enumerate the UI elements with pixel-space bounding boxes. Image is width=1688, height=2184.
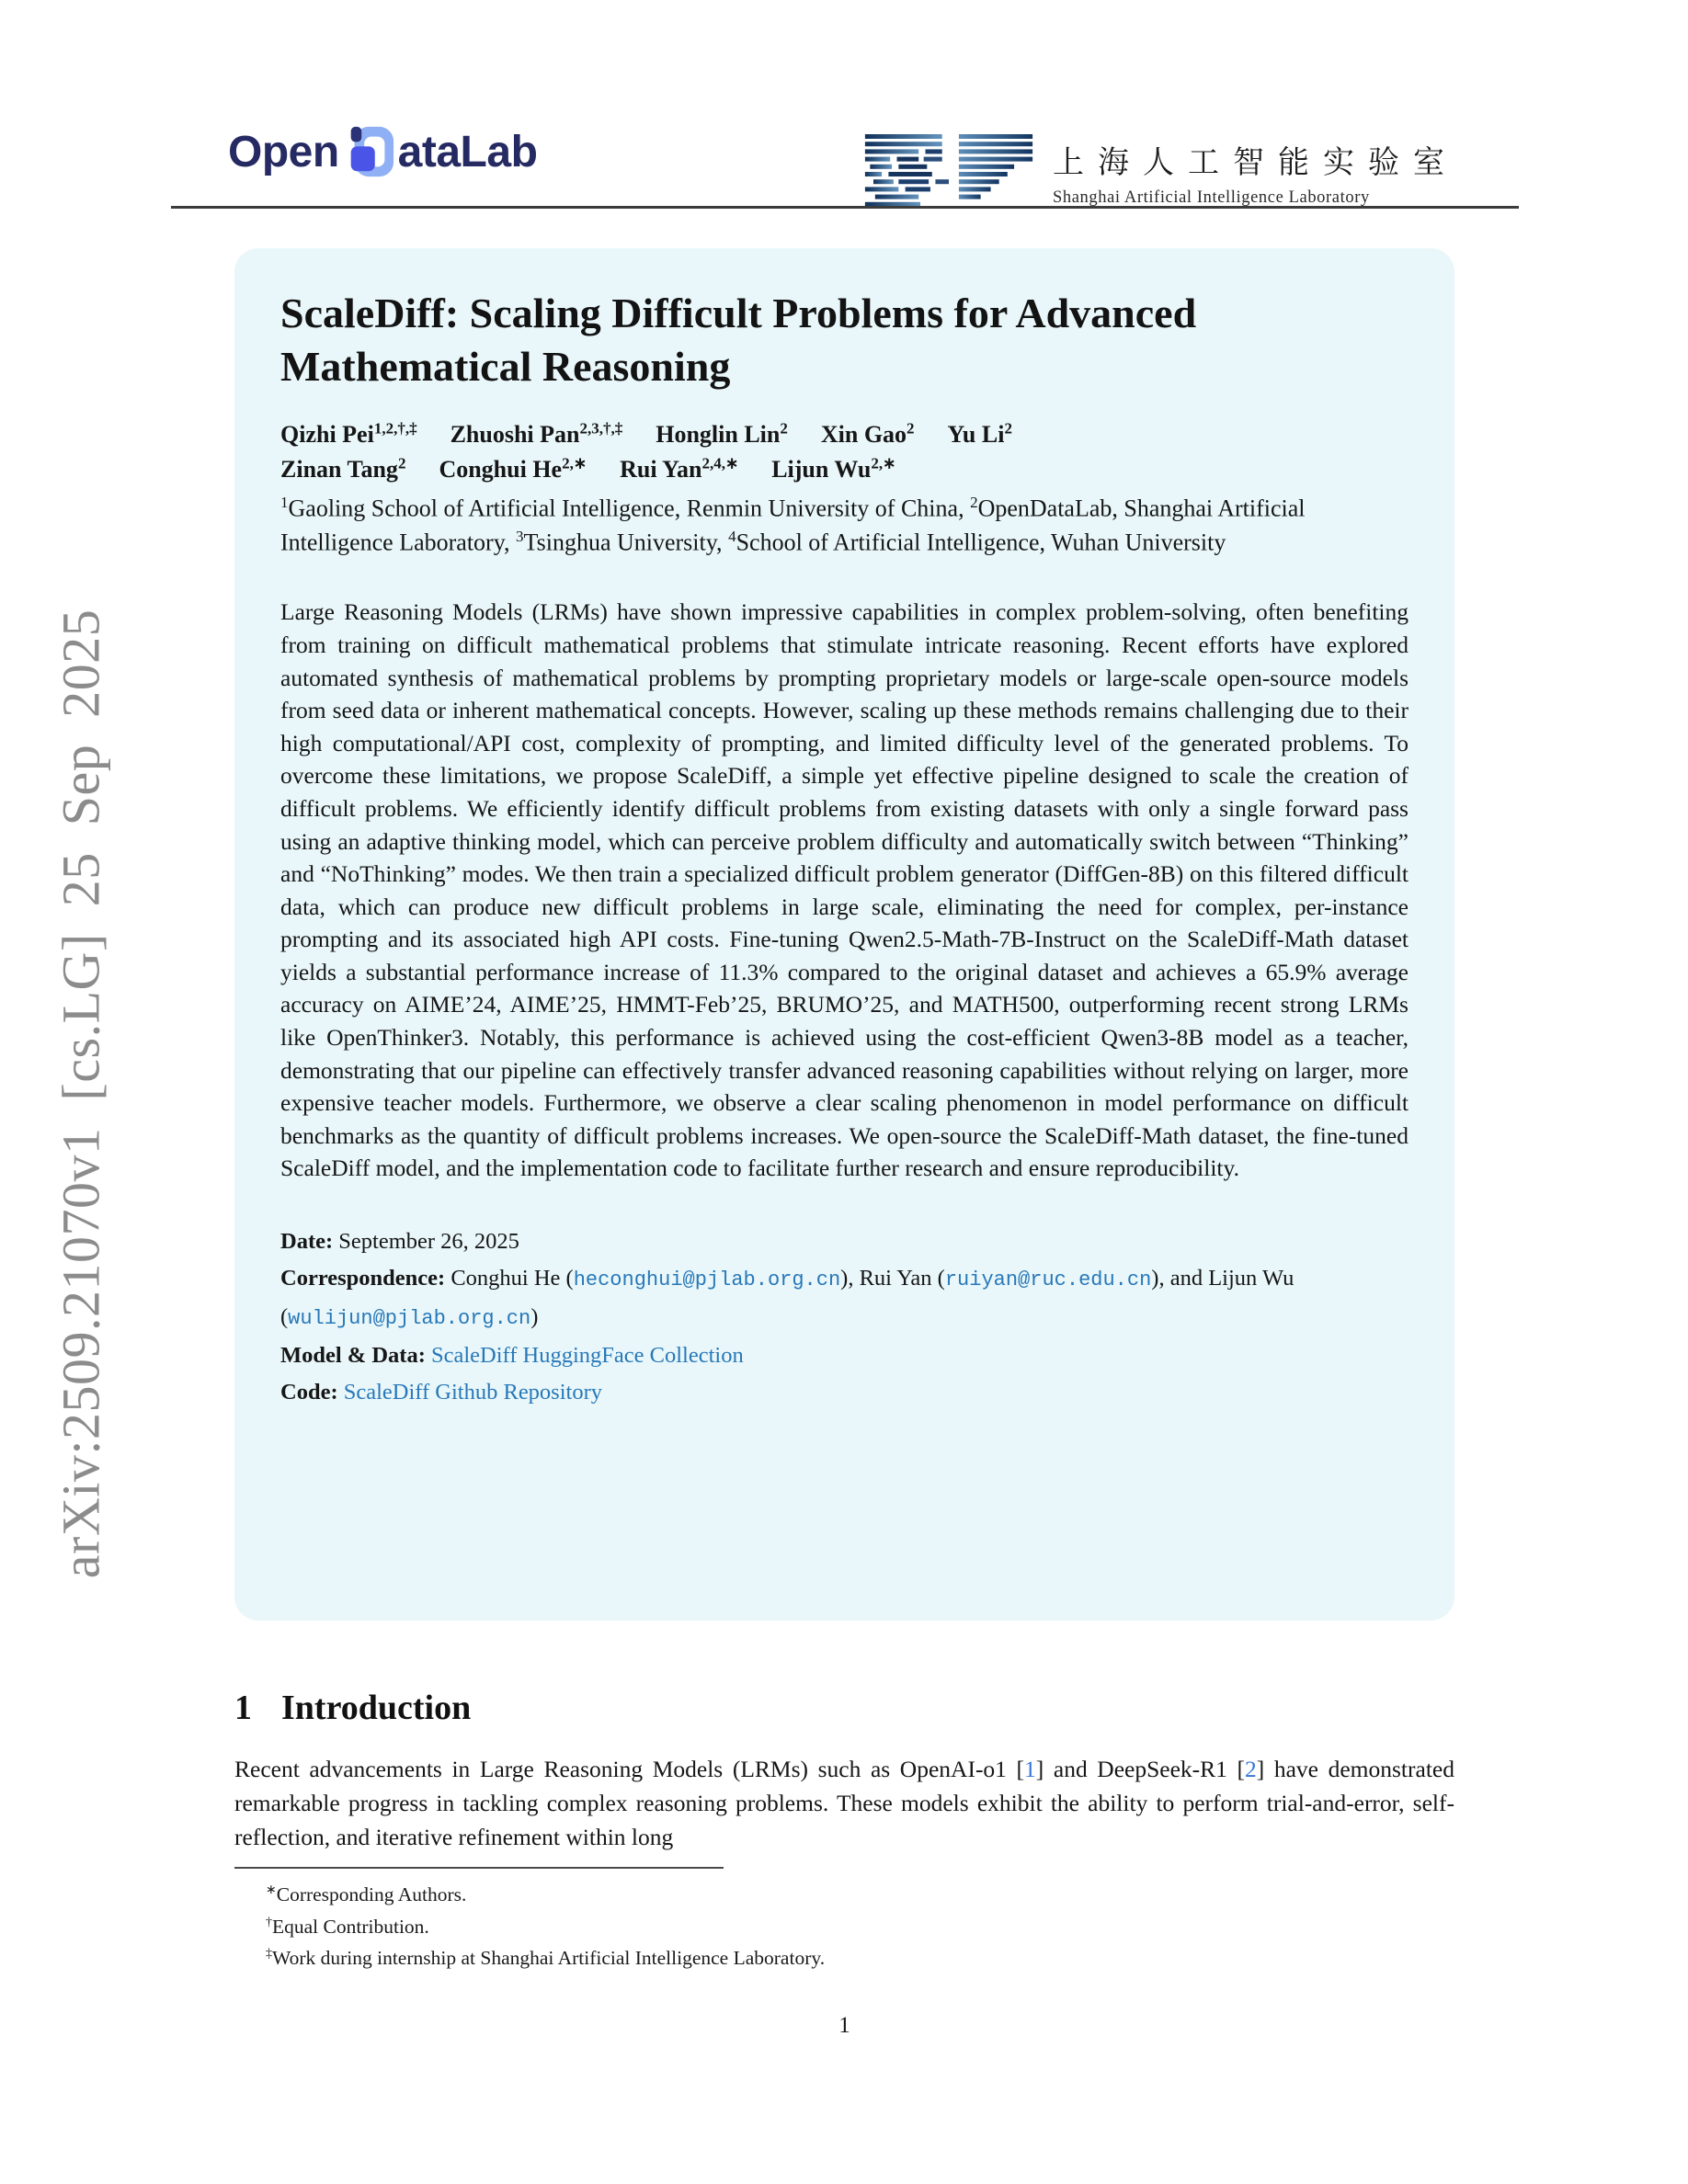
paper-title: ScaleDiff: Scaling Difficult Problems for Advanced Mathematical Reasoning	[280, 290, 1197, 390]
affiliation-number: 3	[516, 527, 524, 545]
author-name: Rui Yan$^{2,4,∗}$	[620, 453, 739, 483]
introduction-paragraph: Recent advancements in Large Reasoning Models (LRMs) such as OpenAI-o1 [1] and DeepSeek-R1 [2] have demonstrated remarkable progress in tackling complex reasoning problems. These models exhibit the ability to perform trial-and-error, self-reflection, and iterative refinement within long	[234, 1756, 1454, 1850]
correspondence-email-link[interactable]: wulijun@pjlab.org.cn	[288, 1307, 531, 1331]
author-affiliation-marks: 2,∗	[871, 453, 896, 472]
paper-meta	[280, 1223, 1409, 1411]
shanghai-ai-lab-wordmark	[1053, 137, 1458, 208]
author-affiliation-marks: 2	[1004, 419, 1012, 438]
opendatalab-logo-text-open: Open	[228, 127, 339, 176]
author-name: Zinan Tang$^2$	[280, 453, 406, 483]
author-name: Yu Li$^2$	[947, 419, 1012, 448]
affiliation-number: 4	[728, 527, 736, 545]
meta-model-line	[280, 1337, 1409, 1374]
shanghai-ai-lab-logo	[863, 134, 1458, 210]
author-name: Xin Gao$^2$	[820, 419, 915, 448]
meta-date-line	[280, 1223, 1409, 1260]
author-name: Lijun $Wu^{2,∗}$	[771, 453, 896, 483]
date-value: September 26, 2025	[338, 1229, 519, 1255]
citation-link[interactable]: 2	[1245, 1756, 1257, 1782]
author-name: Conghui $He^{2,∗}$	[439, 453, 587, 483]
github-repository-link[interactable]: ScaleDiff Github Repository	[343, 1380, 602, 1405]
footnote-mark: †	[266, 1915, 272, 1929]
author-affiliation-marks: 2,3,†,‡	[579, 419, 623, 438]
opendatalab-d-icon	[342, 125, 395, 178]
shanghai-ai-lab-stripes-icon	[863, 134, 1034, 210]
section-heading-introduction	[234, 1688, 471, 1728]
shanghai-ai-lab-english-name: Shanghai Artificial Intelligence Laboratory	[1053, 188, 1370, 207]
author-affiliation-marks: 1,2,†,‡	[373, 419, 417, 438]
huggingface-collection-link[interactable]: ScaleDiff HuggingFace Collection	[430, 1343, 744, 1369]
affiliation-list: $^1$Gaoling School of Artificial Intelligence, Renmin University of China, $^2$OpenDataLab, Shanghai Artificial Intelligence Laboratory, $^3$Tsinghua University, $^4$School of Artificial Intelligence, Wuhan University	[280, 494, 1306, 556]
author-name: Honglin Lin$^2$	[656, 419, 788, 448]
shanghai-ai-lab-chinese-name: 上海人工智能实验室	[1053, 145, 1458, 180]
meta-code-line	[280, 1374, 1409, 1411]
correspondence-label: Correspondence:	[280, 1266, 446, 1291]
affiliation-number: 1	[280, 494, 289, 512]
page-number: 1	[838, 2013, 850, 2038]
author-list	[280, 417, 1409, 486]
author-affiliation-marks: 2,4,∗	[701, 453, 739, 472]
abstract-panel	[234, 248, 1454, 1621]
author-affiliation-marks: 2	[780, 419, 788, 438]
author-affiliation-marks: 2,∗	[562, 453, 587, 472]
opendatalab-logo	[228, 125, 537, 178]
author-name: Qizhi Pei$^{1,2,\dagger,\ddagger}$	[280, 419, 417, 448]
footnote-item: ∗Corresponding Authors.	[266, 1883, 467, 1906]
affiliation-number: 2	[970, 494, 978, 512]
header-divider	[171, 206, 1519, 209]
date-label: Date:	[280, 1229, 334, 1255]
footnote-item: †Equal Contribution.	[266, 1915, 429, 1938]
model-data-label: Model & Data:	[280, 1343, 426, 1369]
opendatalab-logo-text-atalab: ataLab	[397, 127, 538, 176]
author-name: Zhuoshi Pan$^{2,3,\dagger,\ddagger}$	[450, 419, 623, 448]
author-row	[280, 417, 1409, 452]
correspondence-email-link[interactable]: heconghui@pjlab.org.cn	[573, 1268, 841, 1292]
arxiv-watermark: arXiv:2509.21070v1 [cs.LG] 25 Sep 2025	[51, 609, 111, 1579]
section-number: 1	[234, 1689, 252, 1727]
footnote-item: ‡Work during internship at Shanghai Artificial Intelligence Laboratory.	[266, 1947, 826, 1970]
section-title: Introduction	[281, 1689, 472, 1727]
footnote-mark: ‡	[266, 1947, 272, 1962]
footnote-list	[234, 1877, 1454, 1973]
meta-correspondence-line: Correspondence: Conghui He (heconghui@pjlab.org.cn), Rui Yan (ruiyan@ruc.edu.cn), and Lijun Wu (wulijun@pjlab.org.cn)	[280, 1266, 1295, 1331]
author-affiliation-marks: 2	[397, 453, 406, 472]
footnote-mark: ∗	[266, 1883, 277, 1897]
citation-link[interactable]: 1	[1024, 1756, 1036, 1782]
abstract-text: Large Reasoning Models (LRMs) have shown impressive capabilities in complex problem-solving, often benefiting from training on difficult mathematical problems that stimulate intricate reasoning. Recent efforts have explored automated synthesis of mathematical problems by prompting proprietary models or large-scale open-source models from seed data or inherent mathematical concepts. However, scaling up these methods remains challenging due to their high computational/API cost, complexity of prompting, and limited difficulty level of the generated problems. To overcome these limitations, we propose ScaleDiff, a simple yet effective pipeline designed to scale the creation of difficult problems. We efficiently identify difficult problems from existing datasets with only a single forward pass using an adaptive thinking model, which can perceive problem difficulty and automatically switch between “Thinking” and “NoThinking” modes. We then train a specialized difficult problem generator (DiffGen-8B) on this filtered difficult data, which can produce new difficult problems in large scale, eliminating the need for complex, per-instance prompting and its associated high API costs. Fine-tuning Qwen2.5-Math-7B-Instruct on the ScaleDiff-Math dataset yields a substantial performance increase of 11.3% compared to the original dataset and achieves a 65.9% average accuracy on AIME’24, AIME’25, HMMT-Feb’25, BRUMO’25, and MATH500, outperforming recent strong LRMs like OpenThinker3. Notably, this performance is achieved using the cost-efficient Qwen3-8B model as a teacher, demonstrating that our pipeline can effectively transfer advanced reasoning capabilities without relying on larger, more expensive teacher models. Furthermore, we observe a clear scaling phenomenon in model performance on difficult benchmarks as the quantity of difficult problems increases. We open-source the ScaleDiff-Math dataset, the fine-tuned ScaleDiff model, and the implementation code to facilitate further research and ensure reproducibility.	[280, 598, 1409, 1182]
code-label: Code:	[280, 1380, 338, 1405]
correspondence-email-link[interactable]: ruiyan@ruc.edu.cn	[944, 1268, 1152, 1292]
author-row	[280, 452, 1409, 487]
footnote-divider	[234, 1867, 724, 1869]
author-affiliation-marks: 2	[907, 419, 915, 438]
